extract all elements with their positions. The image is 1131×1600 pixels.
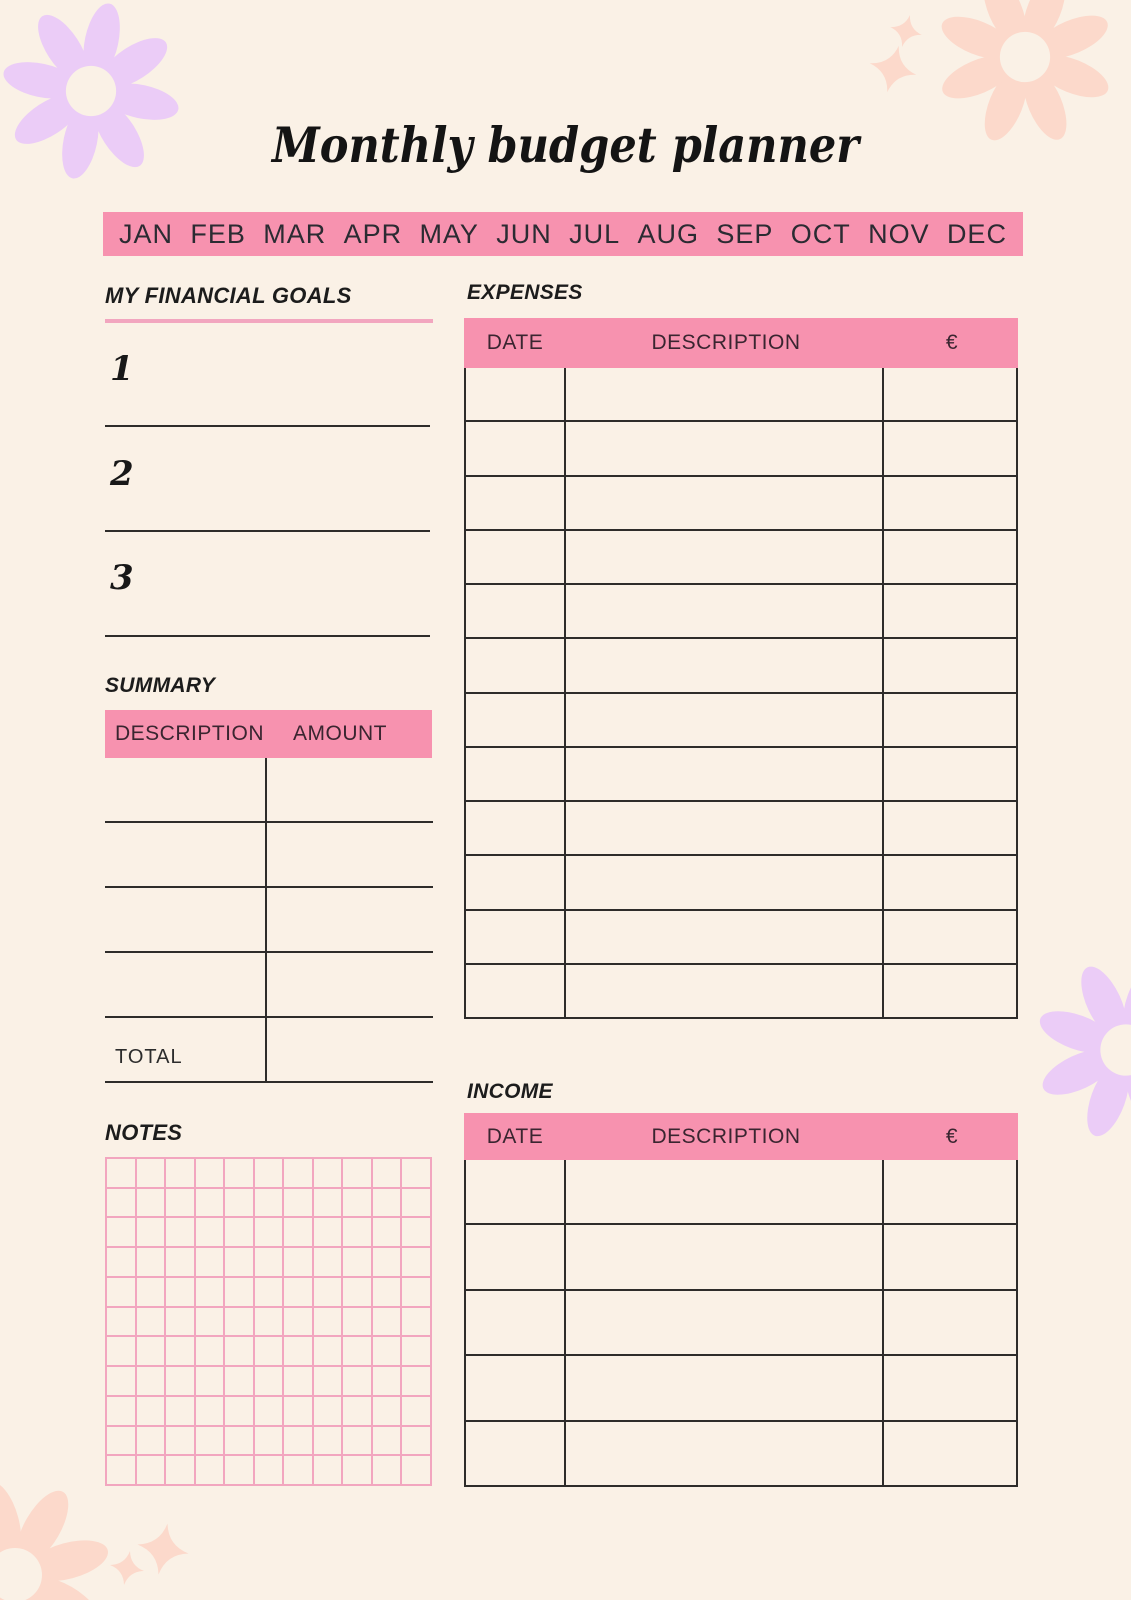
summary-cell[interactable] — [105, 823, 267, 886]
notes-cell — [401, 1217, 431, 1247]
notes-cell — [283, 1307, 313, 1337]
summary-heading: SUMMARY — [105, 674, 216, 697]
notes-cell — [342, 1366, 372, 1396]
table-row — [466, 531, 1016, 585]
notes-cell — [401, 1455, 431, 1485]
notes-cell — [372, 1247, 402, 1277]
notes-cell — [342, 1158, 372, 1188]
summary-cell[interactable] — [267, 888, 433, 951]
expenses-cell[interactable] — [566, 639, 884, 691]
income-cell[interactable] — [884, 1291, 1016, 1354]
notes-cell — [224, 1455, 254, 1485]
expenses-cell[interactable] — [566, 911, 884, 963]
income-col-description: DESCRIPTION — [651, 1124, 801, 1148]
sparkle-icon-bottom-left-large — [130, 1510, 195, 1588]
income-cell[interactable] — [884, 1160, 1016, 1223]
expenses-cell[interactable] — [884, 477, 1016, 529]
expenses-cell[interactable] — [884, 911, 1016, 963]
month-tab-apr[interactable]: APR — [343, 219, 403, 249]
notes-cell — [254, 1396, 284, 1426]
table-row — [466, 1356, 1016, 1421]
month-tab-oct[interactable]: OCT — [790, 219, 851, 249]
notes-cell — [372, 1366, 402, 1396]
table-row — [105, 758, 433, 823]
notes-cell — [313, 1426, 343, 1456]
income-cell[interactable] — [566, 1160, 884, 1223]
notes-cell — [401, 1336, 431, 1366]
summary-cell[interactable] — [105, 953, 267, 1016]
flower-icon-bottom-right — [1031, 955, 1131, 1145]
notes-cell — [136, 1366, 166, 1396]
notes-cell — [106, 1366, 136, 1396]
expenses-cell[interactable] — [466, 477, 566, 529]
expenses-col-description: DESCRIPTION — [651, 331, 801, 354]
expenses-cell[interactable] — [884, 856, 1016, 908]
summary-cell[interactable] — [267, 953, 433, 1016]
table-row — [466, 1225, 1016, 1290]
notes-cell — [401, 1396, 431, 1426]
month-tab-nov[interactable]: NOV — [868, 219, 930, 249]
notes-cell — [313, 1277, 343, 1307]
income-table — [464, 1160, 1018, 1487]
notes-cell — [136, 1217, 166, 1247]
notes-cell — [254, 1217, 284, 1247]
notes-cell — [313, 1396, 343, 1426]
expenses-cell[interactable] — [884, 368, 1016, 420]
expenses-col-euro: € — [945, 331, 959, 354]
notes-cell — [195, 1396, 225, 1426]
notes-cell — [106, 1396, 136, 1426]
notes-cell — [195, 1366, 225, 1396]
notes-cell — [165, 1455, 195, 1485]
expenses-cell[interactable] — [884, 965, 1016, 1017]
notes-cell — [372, 1307, 402, 1337]
goals-heading: MY FINANCIAL GOALS — [105, 283, 352, 308]
expenses-heading: EXPENSES — [467, 281, 583, 304]
expenses-col-date: DATE — [486, 331, 544, 354]
month-tab-mar[interactable]: MAR — [263, 219, 327, 249]
notes-cell — [342, 1188, 372, 1218]
goal-number: 2 — [110, 454, 134, 494]
month-tab-jun[interactable]: JUN — [496, 219, 552, 249]
notes-cell — [106, 1455, 136, 1485]
summary-table — [105, 758, 433, 1083]
month-tab-aug[interactable]: AUG — [637, 219, 700, 249]
notes-cell — [342, 1426, 372, 1456]
notes-cell — [136, 1247, 166, 1277]
expenses-cell[interactable] — [566, 748, 884, 800]
notes-cell — [254, 1307, 284, 1337]
expenses-cell[interactable] — [466, 639, 566, 691]
income-col-euro: € — [945, 1124, 959, 1148]
expenses-cell[interactable] — [566, 585, 884, 637]
notes-cell — [313, 1336, 343, 1366]
notes-cell — [136, 1455, 166, 1485]
notes-cell — [136, 1336, 166, 1366]
table-row — [466, 585, 1016, 639]
table-row — [466, 1160, 1016, 1225]
notes-cell — [224, 1396, 254, 1426]
notes-cell — [165, 1247, 195, 1277]
expenses-table — [464, 368, 1018, 1019]
notes-cell — [342, 1455, 372, 1485]
notes-cell — [401, 1277, 431, 1307]
notes-cell — [401, 1247, 431, 1277]
expenses-cell[interactable] — [466, 911, 566, 963]
notes-cell — [401, 1307, 431, 1337]
expenses-cell[interactable] — [566, 856, 884, 908]
notes-cell — [313, 1455, 343, 1485]
notes-cell — [224, 1158, 254, 1188]
notes-cell — [224, 1307, 254, 1337]
table-row — [466, 911, 1016, 965]
expenses-cell[interactable] — [566, 965, 884, 1017]
notes-cell — [106, 1247, 136, 1277]
goal-line[interactable] — [105, 425, 430, 427]
notes-cell — [313, 1366, 343, 1396]
table-row — [466, 477, 1016, 531]
expenses-cell[interactable] — [884, 694, 1016, 746]
expenses-cell[interactable] — [884, 422, 1016, 474]
sparkle-icon-top-right-small — [884, 10, 927, 52]
sparkle-icon-top-right-large — [862, 35, 925, 103]
income-cell[interactable] — [566, 1422, 884, 1485]
notes-cell — [401, 1188, 431, 1218]
page-title: Monthly budget planner — [271, 116, 860, 174]
notes-grid[interactable] — [105, 1157, 432, 1486]
goal-line[interactable] — [105, 635, 430, 637]
notes-cell — [136, 1188, 166, 1218]
expenses-cell[interactable] — [566, 694, 884, 746]
expenses-cell[interactable] — [884, 639, 1016, 691]
income-cell[interactable] — [466, 1225, 566, 1288]
month-tab-may[interactable]: MAY — [419, 219, 479, 249]
expenses-cell[interactable] — [884, 585, 1016, 637]
notes-cell — [342, 1217, 372, 1247]
expenses-cell[interactable] — [466, 585, 566, 637]
notes-cell — [313, 1247, 343, 1277]
income-cell[interactable] — [566, 1225, 884, 1288]
notes-cell — [106, 1188, 136, 1218]
notes-cell — [372, 1396, 402, 1426]
notes-cell — [195, 1277, 225, 1307]
expenses-cell[interactable] — [466, 368, 566, 420]
notes-cell — [165, 1277, 195, 1307]
goal-number: 3 — [110, 558, 134, 598]
notes-cell — [342, 1307, 372, 1337]
notes-cell — [224, 1217, 254, 1247]
expenses-cell[interactable] — [884, 748, 1016, 800]
notes-cell — [372, 1336, 402, 1366]
summary-header — [105, 710, 432, 758]
summary-cell[interactable] — [105, 758, 267, 821]
notes-cell — [165, 1217, 195, 1247]
month-bar — [103, 212, 1023, 256]
goals-underline — [105, 319, 433, 323]
notes-cell — [372, 1158, 402, 1188]
summary-cell[interactable] — [267, 823, 433, 886]
income-col-date: DATE — [486, 1124, 544, 1148]
notes-cell — [106, 1307, 136, 1337]
table-row — [466, 639, 1016, 693]
table-row — [105, 953, 433, 1018]
expenses-cell[interactable] — [466, 531, 566, 583]
notes-cell — [195, 1188, 225, 1218]
notes-cell — [372, 1455, 402, 1485]
goal-number: 1 — [110, 349, 134, 389]
table-row — [105, 888, 433, 953]
income-cell[interactable] — [466, 1291, 566, 1354]
notes-cell — [313, 1158, 343, 1188]
notes-cell — [136, 1307, 166, 1337]
table-row — [466, 694, 1016, 748]
notes-cell — [254, 1158, 284, 1188]
expenses-cell[interactable] — [884, 531, 1016, 583]
expenses-cell[interactable] — [566, 422, 884, 474]
notes-cell — [106, 1158, 136, 1188]
notes-cell — [224, 1277, 254, 1307]
income-cell[interactable] — [566, 1291, 884, 1354]
notes-cell — [283, 1396, 313, 1426]
notes-cell — [342, 1247, 372, 1277]
month-tab-dec[interactable]: DEC — [946, 219, 1007, 249]
expenses-cell[interactable] — [466, 422, 566, 474]
notes-cell — [254, 1426, 284, 1456]
expenses-cell[interactable] — [566, 802, 884, 854]
notes-cell — [136, 1426, 166, 1456]
notes-cell — [106, 1426, 136, 1456]
notes-cell — [224, 1336, 254, 1366]
notes-cell — [313, 1217, 343, 1247]
notes-cell — [195, 1455, 225, 1485]
notes-cell — [224, 1247, 254, 1277]
notes-cell — [283, 1366, 313, 1396]
notes-cell — [254, 1247, 284, 1277]
notes-cell — [254, 1188, 284, 1218]
month-tab-feb[interactable]: FEB — [190, 219, 246, 249]
month-tab-sep[interactable]: SEP — [716, 219, 774, 249]
income-cell[interactable] — [566, 1356, 884, 1419]
notes-cell — [401, 1426, 431, 1456]
income-cell[interactable] — [466, 1422, 566, 1485]
table-row — [466, 748, 1016, 802]
table-row — [466, 422, 1016, 476]
income-cell[interactable] — [884, 1422, 1016, 1485]
summary-col-description: DESCRIPTION — [115, 722, 265, 745]
summary-cell[interactable] — [267, 1018, 433, 1081]
month-tab-jul[interactable]: JUL — [569, 219, 621, 249]
notes-cell — [283, 1217, 313, 1247]
income-cell[interactable] — [884, 1225, 1016, 1288]
summary-total-label: TOTAL — [115, 1046, 183, 1068]
expenses-cell[interactable] — [566, 368, 884, 420]
notes-cell — [283, 1277, 313, 1307]
table-row — [105, 823, 433, 888]
notes-cell — [342, 1336, 372, 1366]
flower-icon-bottom-left — [0, 1475, 115, 1600]
notes-cell — [136, 1396, 166, 1426]
income-cell[interactable] — [466, 1356, 566, 1419]
expenses-cell[interactable] — [466, 694, 566, 746]
notes-cell — [195, 1307, 225, 1337]
income-header — [464, 1113, 1018, 1160]
goal-line[interactable] — [105, 530, 430, 532]
notes-cell — [283, 1455, 313, 1485]
notes-cell — [401, 1158, 431, 1188]
notes-cell — [372, 1426, 402, 1456]
notes-cell — [283, 1247, 313, 1277]
table-row — [466, 1291, 1016, 1356]
notes-cell — [224, 1426, 254, 1456]
expenses-cell[interactable] — [566, 531, 884, 583]
notes-cell — [195, 1247, 225, 1277]
notes-cell — [165, 1188, 195, 1218]
income-cell[interactable] — [884, 1356, 1016, 1419]
notes-cell — [165, 1366, 195, 1396]
notes-cell — [342, 1396, 372, 1426]
notes-cell — [165, 1426, 195, 1456]
notes-cell — [106, 1217, 136, 1247]
notes-cell — [106, 1277, 136, 1307]
month-tab-jan[interactable]: JAN — [119, 219, 174, 249]
notes-cell — [372, 1188, 402, 1218]
expenses-header — [464, 318, 1018, 368]
notes-cell — [195, 1426, 225, 1456]
notes-cell — [372, 1277, 402, 1307]
expenses-cell[interactable] — [466, 856, 566, 908]
summary-cell[interactable] — [105, 888, 267, 951]
expenses-cell[interactable] — [566, 477, 884, 529]
notes-cell — [106, 1336, 136, 1366]
notes-cell — [165, 1336, 195, 1366]
income-heading: INCOME — [467, 1080, 553, 1103]
notes-cell — [195, 1336, 225, 1366]
notes-cell — [254, 1277, 284, 1307]
notes-cell — [224, 1188, 254, 1218]
notes-cell — [372, 1217, 402, 1247]
notes-cell — [401, 1366, 431, 1396]
notes-cell — [165, 1396, 195, 1426]
notes-cell — [254, 1336, 284, 1366]
notes-cell — [165, 1307, 195, 1337]
notes-cell — [313, 1188, 343, 1218]
expenses-cell[interactable] — [466, 748, 566, 800]
summary-col-amount: AMOUNT — [293, 722, 387, 745]
expenses-cell[interactable] — [466, 802, 566, 854]
notes-cell — [342, 1277, 372, 1307]
table-row — [466, 1422, 1016, 1487]
table-row — [466, 965, 1016, 1019]
table-row — [466, 802, 1016, 856]
notes-heading: NOTES — [105, 1120, 183, 1145]
table-row — [466, 368, 1016, 422]
notes-cell — [195, 1217, 225, 1247]
notes-cell — [254, 1366, 284, 1396]
income-cell[interactable] — [466, 1160, 566, 1223]
table-row — [466, 856, 1016, 910]
notes-cell — [224, 1366, 254, 1396]
sparkle-icon-bottom-left-small — [106, 1547, 148, 1589]
notes-cell — [136, 1158, 166, 1188]
notes-cell — [254, 1455, 284, 1485]
notes-cell — [283, 1188, 313, 1218]
notes-cell — [283, 1426, 313, 1456]
notes-cell — [195, 1158, 225, 1188]
notes-cell — [283, 1336, 313, 1366]
summary-cell[interactable] — [267, 758, 433, 821]
notes-cell — [313, 1307, 343, 1337]
expenses-cell[interactable] — [466, 965, 566, 1017]
notes-cell — [165, 1158, 195, 1188]
notes-cell — [283, 1158, 313, 1188]
expenses-cell[interactable] — [884, 802, 1016, 854]
notes-cell — [136, 1277, 166, 1307]
